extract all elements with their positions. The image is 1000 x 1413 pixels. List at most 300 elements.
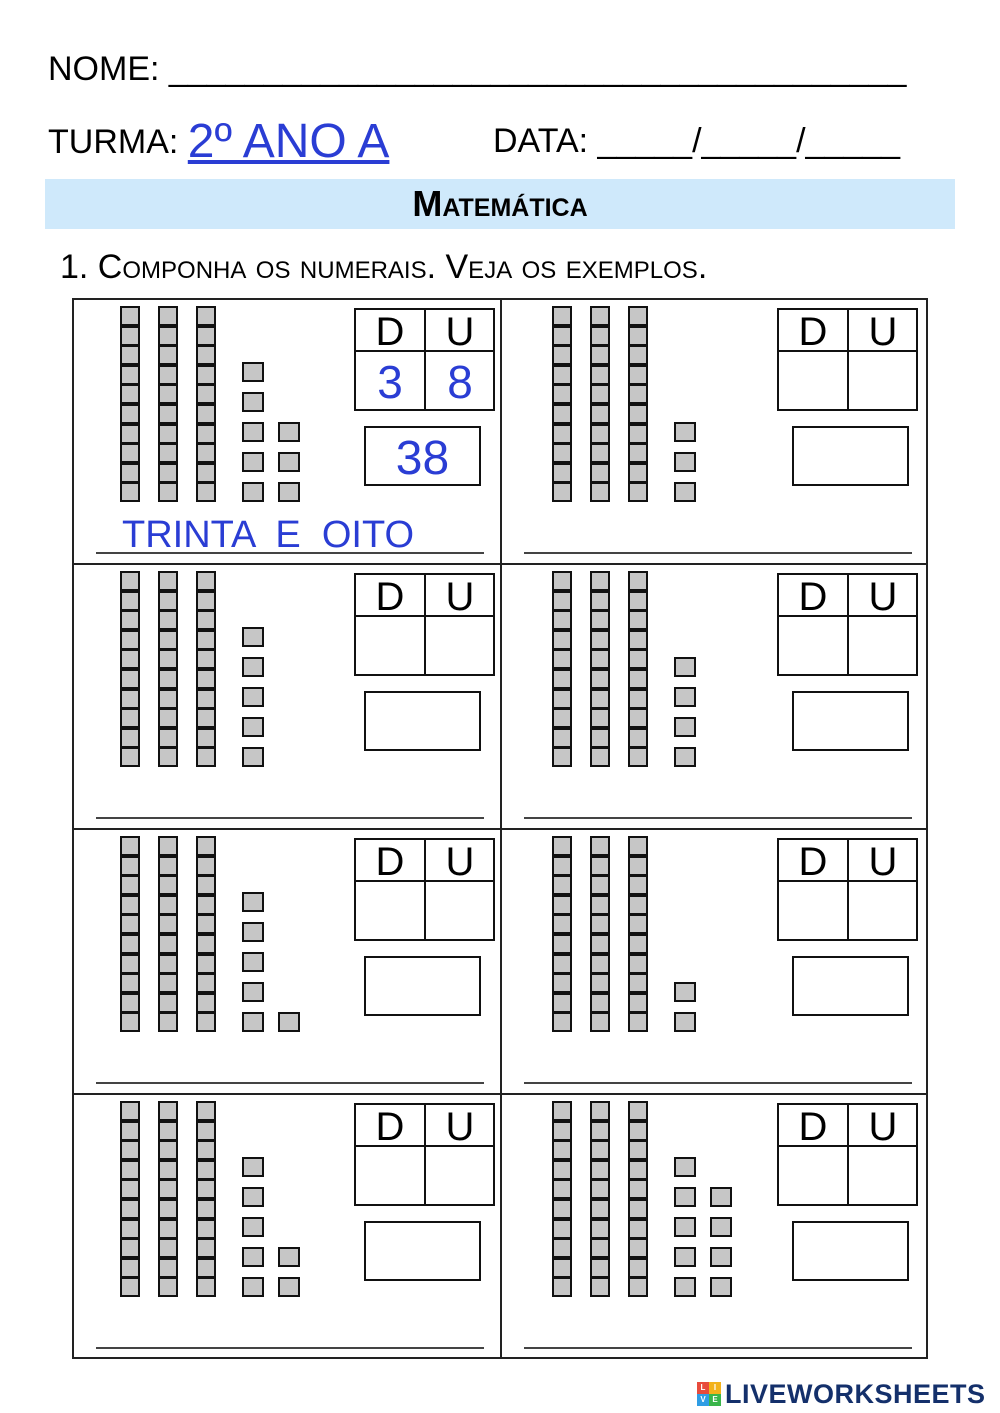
unit-cube — [242, 392, 264, 412]
unit-cube — [552, 1101, 572, 1121]
unit-cube — [628, 649, 648, 669]
unit-cube — [120, 610, 140, 630]
unit-cube — [196, 1219, 216, 1239]
tens-header: D — [375, 310, 405, 354]
unit-cube — [628, 1277, 648, 1297]
unit-cube — [590, 1199, 610, 1219]
tens-rod — [196, 1101, 218, 1297]
tens-rod — [158, 571, 180, 767]
unit-cube — [674, 1012, 696, 1032]
exercise-cell — [74, 563, 502, 828]
unit-cube — [120, 669, 140, 689]
name-row — [48, 50, 906, 89]
unit-cube — [196, 875, 216, 895]
words-answer: TRINTA E OITO — [122, 514, 415, 556]
unit-cube — [628, 404, 648, 424]
unit-cube — [120, 895, 140, 915]
unit-cube — [628, 669, 648, 689]
tens-answer[interactable]: 3 — [377, 356, 403, 408]
tens-units-table — [354, 308, 495, 411]
tens-rod — [628, 306, 650, 502]
unit-cube — [628, 384, 648, 404]
tens-units-table — [777, 308, 918, 411]
words-answer-line[interactable] — [96, 1082, 484, 1084]
unit-cube — [552, 914, 572, 934]
unit-cube — [196, 1277, 216, 1297]
tens-rod — [628, 1101, 650, 1297]
liveworksheets-logo-icon — [697, 1382, 721, 1406]
unit-cube — [590, 306, 610, 326]
tens-rod — [120, 1101, 142, 1297]
unit-cube — [158, 1160, 178, 1180]
unit-cube — [196, 404, 216, 424]
unit-cube — [552, 326, 572, 346]
unit-cube — [628, 1199, 648, 1219]
unit-cube — [552, 875, 572, 895]
unit-cube — [158, 1179, 178, 1199]
unit-cube — [552, 463, 572, 483]
unit-cube — [628, 1160, 648, 1180]
words-answer-line[interactable] — [524, 1082, 912, 1084]
unit-cube — [552, 1121, 572, 1141]
unit-cube — [196, 1258, 216, 1278]
unit-cube — [628, 689, 648, 709]
unit-cube — [120, 1140, 140, 1160]
unit-cube — [552, 747, 572, 767]
unit-cube — [120, 424, 140, 444]
tens-answer[interactable] — [779, 352, 847, 409]
unit-cube — [552, 934, 572, 954]
units-answer[interactable] — [426, 882, 494, 939]
unit-cube — [552, 708, 572, 728]
unit-cube — [552, 482, 572, 502]
unit-cube — [196, 384, 216, 404]
unit-cube — [120, 856, 140, 876]
unit-cube — [120, 836, 140, 856]
subject-title: Matemática — [45, 179, 955, 229]
unit-cube — [628, 914, 648, 934]
unit-cube — [196, 895, 216, 915]
unit-cube — [590, 1012, 610, 1032]
unit-cube — [628, 1238, 648, 1258]
unit-cube — [628, 747, 648, 767]
tens-rod — [552, 306, 574, 502]
unit-cube — [158, 463, 178, 483]
unit-cube — [552, 1277, 572, 1297]
unit-cube — [196, 463, 216, 483]
unit-cube — [242, 747, 264, 767]
unit-cube — [120, 571, 140, 591]
unit-cube — [158, 836, 178, 856]
unit-cube — [628, 306, 648, 326]
unit-cube — [242, 922, 264, 942]
unit-cube — [674, 747, 696, 767]
unit-cube — [628, 591, 648, 611]
unit-cube — [120, 1219, 140, 1239]
unit-cube — [590, 610, 610, 630]
unit-cube — [196, 591, 216, 611]
tens-units-table — [354, 573, 495, 676]
unit-cube — [590, 914, 610, 934]
unit-cube — [158, 1277, 178, 1297]
unit-cube — [628, 895, 648, 915]
unit-cube — [590, 443, 610, 463]
unit-cube — [158, 669, 178, 689]
unit-cube — [196, 747, 216, 767]
unit-cube — [590, 708, 610, 728]
tens-rod — [590, 1101, 612, 1297]
tens-answer[interactable] — [356, 1147, 424, 1204]
unit-cube — [590, 954, 610, 974]
unit-cube — [590, 1101, 610, 1121]
tens-rod — [590, 571, 612, 767]
unit-cube — [628, 571, 648, 591]
unit-cube — [120, 973, 140, 993]
unit-cube — [242, 1157, 264, 1177]
unit-cube — [120, 384, 140, 404]
tens-header: D — [798, 1105, 828, 1149]
unit-cube — [158, 365, 178, 385]
unit-cube — [120, 1160, 140, 1180]
unit-cube — [590, 1179, 610, 1199]
unit-cube — [120, 875, 140, 895]
unit-cube — [628, 1101, 648, 1121]
unit-cube — [628, 1179, 648, 1199]
unit-cube — [242, 627, 264, 647]
words-answer-line[interactable] — [96, 817, 484, 819]
unit-cube — [120, 708, 140, 728]
unit-cube — [196, 973, 216, 993]
unit-cube — [552, 306, 572, 326]
unit-cube — [196, 1238, 216, 1258]
unit-cube — [628, 1121, 648, 1141]
unit-cube — [590, 895, 610, 915]
number-answer-box[interactable] — [792, 426, 909, 486]
unit-cube — [196, 669, 216, 689]
unit-cube — [628, 326, 648, 346]
unit-cube — [158, 1199, 178, 1219]
unit-cube — [628, 482, 648, 502]
unit-cube — [158, 1012, 178, 1032]
unit-cube — [552, 728, 572, 748]
tens-rod — [196, 836, 218, 1032]
unit-cube — [158, 708, 178, 728]
unit-cube — [120, 934, 140, 954]
unit-cube — [196, 424, 216, 444]
unit-cube — [590, 1219, 610, 1239]
logo-letter: V — [697, 1394, 709, 1406]
unit-cube — [158, 306, 178, 326]
unit-cube — [120, 1199, 140, 1219]
unit-cube — [242, 1247, 264, 1267]
units-answer[interactable] — [849, 617, 917, 674]
unit-cube — [158, 649, 178, 669]
unit-cube — [674, 687, 696, 707]
unit-cube — [196, 728, 216, 748]
unit-cube — [158, 1238, 178, 1258]
unit-cube — [278, 1247, 300, 1267]
unit-cube — [628, 973, 648, 993]
tens-answer[interactable] — [356, 617, 424, 674]
unit-cube — [158, 1258, 178, 1278]
unit-cube — [552, 669, 572, 689]
unit-cube — [590, 1121, 610, 1141]
unit-cube — [628, 934, 648, 954]
unit-cube — [628, 345, 648, 365]
unit-cube — [628, 610, 648, 630]
tens-rod — [158, 836, 180, 1032]
unit-cube — [158, 914, 178, 934]
unit-cube — [158, 689, 178, 709]
units-answer[interactable] — [426, 1147, 494, 1204]
unit-cube — [552, 1140, 572, 1160]
unit-cube — [552, 404, 572, 424]
tens-header: D — [375, 1105, 405, 1149]
unit-cube — [158, 954, 178, 974]
date-label: DATA: — [493, 122, 589, 160]
tens-units-table — [354, 838, 495, 941]
unit-cube — [552, 649, 572, 669]
unit-cube — [158, 482, 178, 502]
unit-cube — [120, 365, 140, 385]
unit-cube — [158, 728, 178, 748]
unit-cube — [158, 404, 178, 424]
unit-cube — [552, 1238, 572, 1258]
units-header: U — [445, 1105, 475, 1149]
unit-cube — [590, 404, 610, 424]
units-header: U — [445, 575, 475, 619]
unit-cube — [158, 1219, 178, 1239]
unit-cube — [158, 384, 178, 404]
unit-cube — [196, 443, 216, 463]
unit-cube — [196, 610, 216, 630]
number-answer-box[interactable] — [364, 691, 481, 751]
unit-cube — [590, 1238, 610, 1258]
number-answer-box[interactable] — [792, 1221, 909, 1281]
unit-cube — [120, 404, 140, 424]
unit-cube — [590, 875, 610, 895]
units-header: U — [868, 840, 898, 884]
unit-cube — [590, 836, 610, 856]
unit-cube — [552, 856, 572, 876]
tens-answer[interactable] — [779, 882, 847, 939]
unit-cube — [552, 1258, 572, 1278]
unit-cube — [590, 463, 610, 483]
tens-rod — [120, 836, 142, 1032]
unit-cube — [674, 1187, 696, 1207]
date-blank[interactable]: _____/_____/_____ — [597, 122, 901, 160]
exercise-grid — [72, 298, 928, 1359]
unit-cube — [158, 571, 178, 591]
unit-cube — [590, 973, 610, 993]
tens-header: D — [798, 575, 828, 619]
unit-cube — [242, 657, 264, 677]
unit-cube — [196, 365, 216, 385]
tens-answer[interactable] — [356, 882, 424, 939]
unit-cube — [590, 689, 610, 709]
number-answer-box[interactable] — [364, 956, 481, 1016]
tens-rod — [196, 571, 218, 767]
units-answer[interactable]: 8 — [447, 356, 473, 408]
units-answer[interactable] — [849, 352, 917, 409]
unit-cube — [120, 914, 140, 934]
unit-cube — [552, 895, 572, 915]
tens-units-table — [777, 1103, 918, 1206]
unit-cube — [242, 482, 264, 502]
unit-cube — [120, 954, 140, 974]
unit-cube — [158, 993, 178, 1013]
unit-cube — [674, 717, 696, 737]
unit-cube — [158, 1101, 178, 1121]
unit-cube — [196, 708, 216, 728]
unit-cube — [242, 982, 264, 1002]
unit-cube — [552, 1199, 572, 1219]
tens-rod — [590, 836, 612, 1032]
exercise-cell — [500, 300, 928, 565]
unit-cube — [552, 630, 572, 650]
units-header: U — [868, 575, 898, 619]
tens-header: D — [375, 575, 405, 619]
unit-cube — [242, 1277, 264, 1297]
unit-cube — [120, 649, 140, 669]
unit-cube — [158, 591, 178, 611]
tens-header: D — [798, 840, 828, 884]
unit-cube — [158, 934, 178, 954]
unit-cube — [196, 993, 216, 1013]
units-header: U — [445, 310, 475, 354]
unit-cube — [120, 747, 140, 767]
unit-cube — [590, 856, 610, 876]
number-answer-box[interactable] — [792, 691, 909, 751]
tens-rod — [628, 571, 650, 767]
unit-cube — [196, 571, 216, 591]
unit-cube — [552, 571, 572, 591]
tens-answer[interactable] — [779, 617, 847, 674]
unit-cube — [628, 875, 648, 895]
unit-cube — [158, 443, 178, 463]
unit-cube — [552, 689, 572, 709]
unit-cube — [590, 669, 610, 689]
unit-cube — [242, 687, 264, 707]
unit-cube — [710, 1217, 732, 1237]
footer-brand — [697, 1379, 997, 1409]
tens-header: D — [798, 310, 828, 354]
unit-cube — [674, 657, 696, 677]
unit-cube — [196, 649, 216, 669]
unit-cube — [552, 424, 572, 444]
unit-cube — [242, 1012, 264, 1032]
unit-cube — [120, 993, 140, 1013]
unit-cube — [158, 345, 178, 365]
tens-rod — [552, 1101, 574, 1297]
unit-cube — [278, 1277, 300, 1297]
unit-cube — [242, 452, 264, 472]
unit-cube — [552, 1179, 572, 1199]
number-answer-box[interactable]: 38 — [364, 426, 481, 486]
logo-letter: L — [697, 1382, 709, 1394]
unit-cube — [158, 1140, 178, 1160]
unit-cube — [628, 424, 648, 444]
tens-units-table — [777, 573, 918, 676]
unit-cube — [552, 954, 572, 974]
unit-cube — [196, 1179, 216, 1199]
unit-cube — [158, 875, 178, 895]
units-answer[interactable] — [849, 1147, 917, 1204]
unit-cube — [552, 384, 572, 404]
unit-cube — [628, 856, 648, 876]
unit-cube — [120, 1101, 140, 1121]
tens-rod — [552, 836, 574, 1032]
unit-cube — [590, 326, 610, 346]
number-answer-box[interactable] — [364, 1221, 481, 1281]
unit-cube — [278, 452, 300, 472]
units-answer[interactable] — [849, 882, 917, 939]
unit-cube — [158, 424, 178, 444]
tens-rod — [196, 306, 218, 502]
units-answer[interactable] — [426, 617, 494, 674]
logo-letter: I — [709, 1382, 721, 1394]
tens-rod — [590, 306, 612, 502]
unit-cube — [628, 1140, 648, 1160]
units-header: U — [868, 1105, 898, 1149]
unit-cube — [590, 649, 610, 669]
unit-cube — [120, 306, 140, 326]
exercise-cell — [74, 300, 502, 565]
unit-cube — [552, 1219, 572, 1239]
unit-cube — [120, 1012, 140, 1032]
unit-cube — [552, 993, 572, 1013]
unit-cube — [120, 326, 140, 346]
brand-text: LIVEWORKSHEETS — [725, 1378, 986, 1409]
name-label: NOME: — [48, 50, 160, 88]
unit-cube — [158, 610, 178, 630]
unit-cube — [196, 856, 216, 876]
unit-cube — [590, 384, 610, 404]
words-answer-line[interactable] — [524, 817, 912, 819]
name-line[interactable]: _______________________________________ — [168, 50, 907, 88]
words-answer-line[interactable] — [96, 1347, 484, 1349]
unit-cube — [120, 482, 140, 502]
unit-cube — [120, 630, 140, 650]
unit-cube — [158, 973, 178, 993]
unit-cube — [710, 1277, 732, 1297]
unit-cube — [674, 1247, 696, 1267]
unit-cube — [628, 836, 648, 856]
unit-cube — [196, 1121, 216, 1141]
unit-cube — [120, 728, 140, 748]
unit-cube — [590, 747, 610, 767]
unit-cube — [120, 689, 140, 709]
unit-cube — [710, 1187, 732, 1207]
unit-cube — [674, 1277, 696, 1297]
unit-cube — [628, 1219, 648, 1239]
unit-cube — [120, 1179, 140, 1199]
unit-cube — [590, 365, 610, 385]
unit-cube — [628, 954, 648, 974]
class-row — [48, 110, 390, 168]
unit-cube — [552, 365, 572, 385]
tens-units-table — [354, 1103, 495, 1206]
number-answer-box[interactable] — [792, 956, 909, 1016]
words-answer-line[interactable] — [524, 1347, 912, 1349]
tens-answer[interactable] — [779, 1147, 847, 1204]
unit-cube — [158, 630, 178, 650]
words-answer-line[interactable] — [524, 552, 912, 554]
unit-cube — [628, 1258, 648, 1278]
unit-cube — [628, 1012, 648, 1032]
unit-cube — [674, 422, 696, 442]
unit-cube — [242, 1217, 264, 1237]
